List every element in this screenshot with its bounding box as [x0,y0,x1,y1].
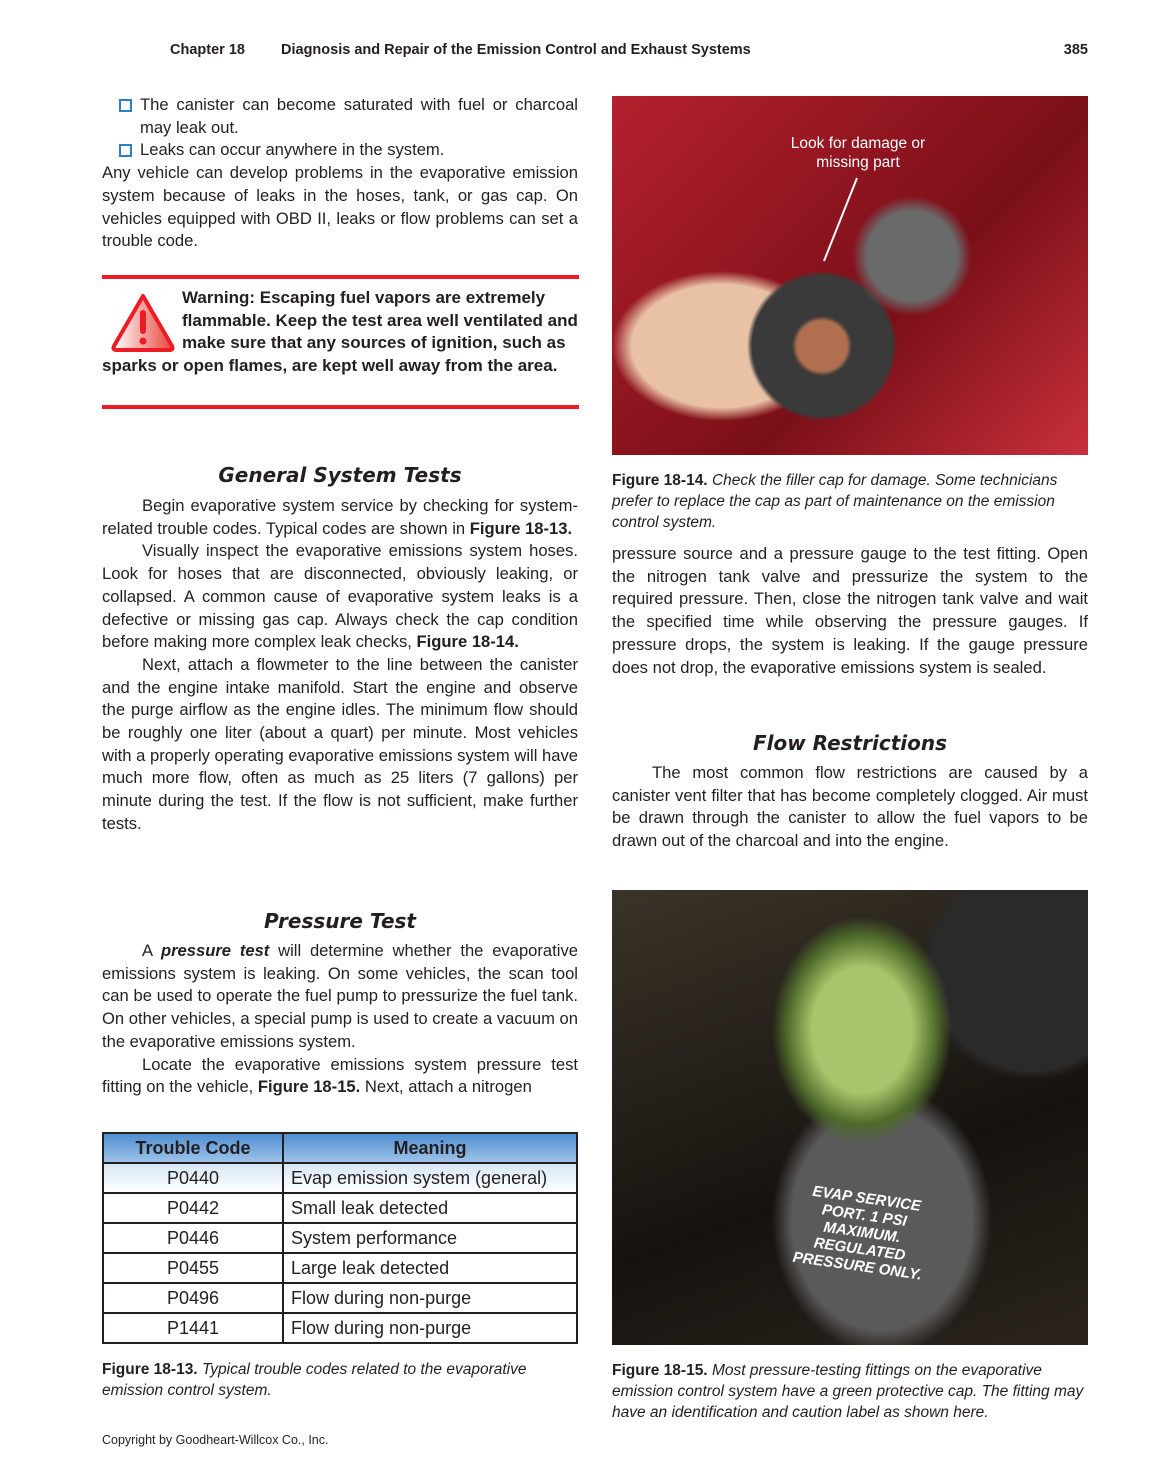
meaning-cell: Flow during non-purge [283,1283,577,1313]
meaning-cell: Evap emission system (general) [283,1163,577,1193]
copyright: Copyright by Goodheart-Willcox Co., Inc. [102,1433,329,1447]
page-number: 385 [1063,42,1088,58]
pressure-test-heading: Pressure Test [263,909,416,933]
paragraph [102,495,578,540]
figure-label: Figure 18-15. [612,1362,708,1379]
table-row [103,1193,577,1223]
text: A [142,941,161,960]
paragraph [102,940,578,1054]
intro-section [102,94,578,253]
table-row [103,1163,577,1193]
photo-callout: Look for damage or missing part [790,135,926,171]
figure-reference: Figure 18-13. [469,518,573,538]
bullet-text: Leaks can occur anywhere in the system. [140,140,445,160]
bullet-item [102,94,578,139]
continued-paragraph: pressure source and a pressure gauge to the test fitting. Open the nitrogen tank valve and pressurize the system to the required pressure. Then, close the nitrogen tank valve and wait the specified time while observing the pressure gauges. If pressure drops, the system is leaking. If the gauge pressure does not drop, the evaporative emissions system is sealed. [612,544,1088,677]
figure-18-14-caption [612,470,1088,533]
code-cell: P0446 [103,1223,283,1253]
filler-cap-photo [612,96,1088,455]
warning-text: Warning: Escaping fuel vapors are extremely flammable. Keep the test area well ventilated and make sure that any sources of ignition, such as sparks or open flames, are kept well away from the area. [102,288,578,376]
caption-text: Most pressure-testing fittings on the evaporative emission control system have a green protective cap. The fitting may have an identification and caution label as shown here. [612,1362,1084,1421]
figure-18-13-caption [102,1359,578,1401]
trouble-code-table [102,1132,578,1344]
code-cell: P0496 [103,1283,283,1313]
figure-reference: Figure 18-15. [257,1077,361,1097]
general-system-tests-heading: General System Tests [218,463,462,487]
flow-restrictions-body [612,762,1088,853]
meaning-cell: Large leak detected [283,1253,577,1283]
text: Locate the evaporative emissions system pressure test fitting on the vehicle, [102,1054,578,1097]
service-port-label: EVAP SERVICE PORT. 1 PSI MAXIMUM. REGULATED PRESSURE ONLY. [791,1182,923,1284]
caption-text: Check the filler cap for damage. Some technicians prefer to replace the cap as part of maintenance on the emission control system. [612,472,1058,531]
paragraph [102,1054,578,1099]
figure-label: Figure 18-14. [612,472,708,489]
paragraph: The most common flow restrictions are caused by a canister vent filter that has become completely clogged. Air must be drawn through the canister to allow the fuel vapors to be drawn out of the charcoal and into the engine. [612,763,1088,851]
key-term: pressure test [160,941,270,960]
text: Next, attach a nitrogen [360,1077,532,1097]
bullet-item [102,139,578,162]
code-cell: P0442 [103,1193,283,1223]
warning-box [102,287,578,378]
warning-triangle-icon [102,290,176,354]
text: Begin evaporative system service by checking for system-related trouble codes. Typical codes are shown in [102,496,578,538]
general-system-tests-body [102,495,578,836]
warning-bottom-rule [102,405,579,409]
figure-reference: Figure 18-14. [416,632,519,652]
caption-text: Typical trouble codes related to the evaporative emission control system. [102,1361,527,1399]
checkbox-bullet-icon [119,99,132,112]
flow-restrictions-heading: Flow Restrictions [752,731,947,755]
paragraph: Next, attach a flowmeter to the line between the canister and the engine intake manifold. Start the engine and observe the purge airflow as the engine idles. The minimum flow should be roughly one liter (about a quart) per minute. Most vehicles with a properly operating evaporative emissions system will have much more flow, often as much as 25 liters (7 gallons) per minute during the test. If the flow is not sufficient, make further tests. [102,654,578,833]
table-row [103,1223,577,1253]
meaning-cell: Flow during non-purge [283,1313,577,1343]
meaning-cell: System performance [283,1223,577,1253]
code-cell: P0455 [103,1253,283,1283]
bullet-text: The canister can become saturated with fuel or charcoal may leak out. [140,95,578,137]
table-row [103,1313,577,1343]
table-row [103,1283,577,1313]
column-header: Meaning [283,1133,577,1163]
text: will determine whether the evaporative emissions system is leaking. On some vehicles, the scan tool can be used to operate the fuel pump to pressurize the fuel tank. On other vehicles, a special pump is used to create a vacuum on the evaporative emissions system. [102,941,578,1051]
code-cell: P0440 [103,1163,283,1193]
column-header: Trouble Code [103,1133,283,1163]
checkbox-bullet-icon [119,144,132,157]
code-cell: P1441 [103,1313,283,1343]
evap-service-port-photo [612,890,1088,1345]
paragraph [102,540,578,654]
meaning-cell: Small leak detected [283,1193,577,1223]
table-header-row [103,1133,577,1163]
pressure-test-body [102,940,578,1099]
table-row [103,1253,577,1283]
warning-top-rule [102,275,579,279]
chapter-number: Chapter 18 [170,42,245,58]
figure-label: Figure 18-13. [102,1361,198,1378]
text: Visually inspect the evaporative emissions system hoses. Look for hoses that are disconnected, obviously leaking, or collapsed. A common cause of evaporative system leaks is a defective or missing gas cap. Always check the cap condition before making more complex leak checks, [102,541,578,652]
intro-paragraph: Any vehicle can develop problems in the evaporative emission system because of leaks in the hoses, tank, or gas cap. On vehicles equipped with OBD II, leaks or flow problems can set a trouble code. [102,163,578,251]
chapter-title: Diagnosis and Repair of the Emission Control and Exhaust Systems [281,42,751,58]
figure-18-15-caption [612,1360,1088,1423]
